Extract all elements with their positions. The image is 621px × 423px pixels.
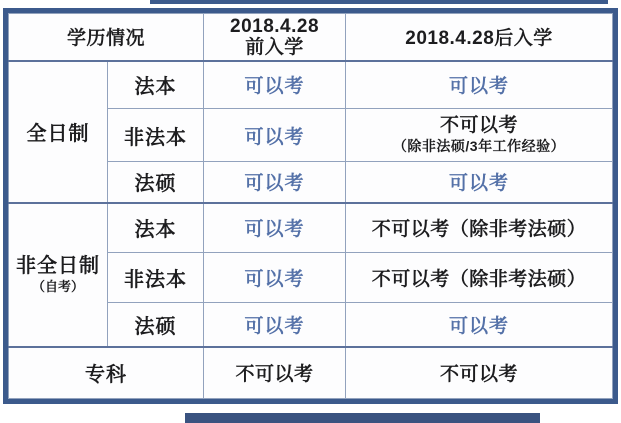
cell-after-result: 可以考 bbox=[346, 303, 613, 347]
cell-before-result: 可以考 bbox=[204, 203, 346, 253]
row-type-label: 非法本 bbox=[108, 109, 204, 162]
table-row bbox=[9, 61, 613, 109]
cell-before-result: 可以考 bbox=[204, 61, 346, 109]
cell-before-result: 可以考 bbox=[204, 303, 346, 347]
header-before-line1: 2018.4.28 bbox=[230, 15, 320, 37]
cell-before-result: 可以考 bbox=[204, 109, 346, 162]
footer-junior-college-label: 专科 bbox=[9, 347, 204, 399]
header-row bbox=[9, 14, 613, 61]
footer-row bbox=[9, 347, 613, 399]
header-before-line2: 前入学 bbox=[245, 36, 304, 58]
row-type-label: 法硕 bbox=[108, 303, 204, 347]
cell-before-result: 可以考 bbox=[204, 253, 346, 303]
header-after-enrollment: 2018.4.28后入学 bbox=[346, 14, 613, 61]
group-parttime-subtitle: （自考） bbox=[31, 278, 84, 294]
row-type-label: 法本 bbox=[108, 203, 204, 253]
row-type-label: 法硕 bbox=[108, 162, 204, 203]
cell-after-result: 可以考 bbox=[346, 61, 613, 109]
eligibility-table-frame bbox=[3, 8, 618, 404]
row-type-label: 非法本 bbox=[108, 253, 204, 303]
header-before-enrollment bbox=[204, 14, 346, 61]
cell-after-result: 不可以考（除非考法硕） bbox=[346, 203, 613, 253]
row-type-label: 法本 bbox=[108, 61, 204, 109]
cell-after-result: 可以考 bbox=[346, 162, 613, 203]
cell-before-result: 不可以考 bbox=[204, 347, 346, 399]
cell-after-exception-note: （除非法硕/3年工作经验） bbox=[392, 138, 566, 154]
cell-after-main-text: 不可以考 bbox=[440, 115, 519, 136]
header-education: 学历情况 bbox=[9, 14, 204, 61]
cropped-frame-bottom-edge bbox=[185, 413, 540, 423]
cell-before-result: 可以考 bbox=[204, 162, 346, 203]
eligibility-table bbox=[8, 13, 613, 399]
group-parttime-title: 非全日制 bbox=[16, 254, 100, 277]
group-fulltime-label: 全日制 bbox=[9, 61, 108, 203]
group-parttime-label bbox=[9, 203, 108, 347]
table-row bbox=[9, 203, 613, 253]
cell-after-result bbox=[346, 109, 613, 162]
cell-after-result: 不可以考 bbox=[346, 347, 613, 399]
cell-after-result: 不可以考（除非考法硕） bbox=[346, 253, 613, 303]
cropped-frame-top-edge bbox=[150, 0, 608, 4]
